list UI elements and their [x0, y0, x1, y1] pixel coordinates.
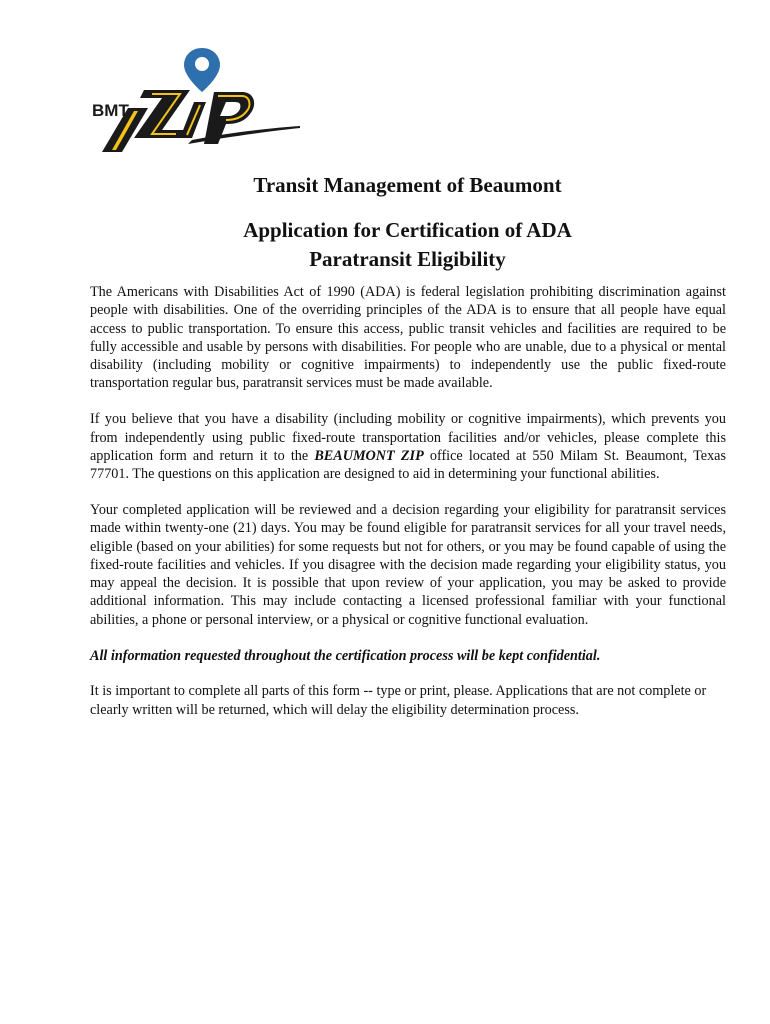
bmt-zip-logo [92, 44, 304, 158]
subtitle-line-2: Paratransit Eligibility [309, 247, 506, 271]
page-title: Transit Management of Beaumont [253, 173, 562, 197]
eligibility-instructions-paragraph [90, 410, 726, 483]
bmt-zip-logo-graphic [92, 44, 304, 158]
intro-content [90, 283, 726, 736]
subtitle-line-1: Application for Certification of ADA [243, 218, 572, 242]
completion-instructions-paragraph: It is important to complete all parts of this form -- type or print, please. Applications that are not complete or clearly written will be returned, which will delay the eligibility determination process. [90, 683, 707, 718]
location-pin-hole [195, 57, 209, 71]
beaumont-zip-emphasis: BEAUMONT ZIP [314, 447, 424, 464]
review-process-paragraph: Your completed application will be reviewed and a decision regarding your eligibility for paratransit services made within twenty-one (21) days. You may be found eligible for paratransit services for all your travel needs, eligible (based on your abilities) for some requests but not for others, or you may be found capable of using the fixed-route facilities and vehicles. If you disagree with the decision made regarding your eligibility status, you may appeal the decision. It is possible that upon review of your application, you may be asked to provide additional information. This may include contacting a licensed professional familiar with your functional abilities, a phone or personal interview, or a physical or cognitive functional evaluation. [90, 501, 726, 628]
confidentiality-notice: All information requested throughout the certification process will be kept confidential. [90, 647, 601, 664]
application-subtitle [0, 216, 770, 274]
instructions-text-after: office located at 550 Milam St. Beaumont, Texas 77701. The questions on this application are designed to aid in determining your functional abilities. [90, 447, 726, 483]
ada-intro-paragraph: The Americans with Disabilities Act of 1990 (ADA) is federal legislation prohibiting discrimination against people with disabilities. One of the overriding principles of the ADA is to ensure that all people have equal access to public transportation. To ensure this access, public transit vehicles and facilities are required to be fully accessible and usable by persons with disabilities. For people who are unable, due to a physical or mental disability (including mobility or cognitive impairments) to independently use the public fixed-route transportation regular bus, paratransit services must be made available. [90, 284, 726, 392]
logo-prefix: BMT [92, 101, 129, 120]
instructions-text-before: If you believe that you have a disability (including mobility or cognitive impairments), which prevents you from independently using public fixed-route transportation facilities and/or vehicles, please complete this application form and return it to the [90, 411, 726, 464]
